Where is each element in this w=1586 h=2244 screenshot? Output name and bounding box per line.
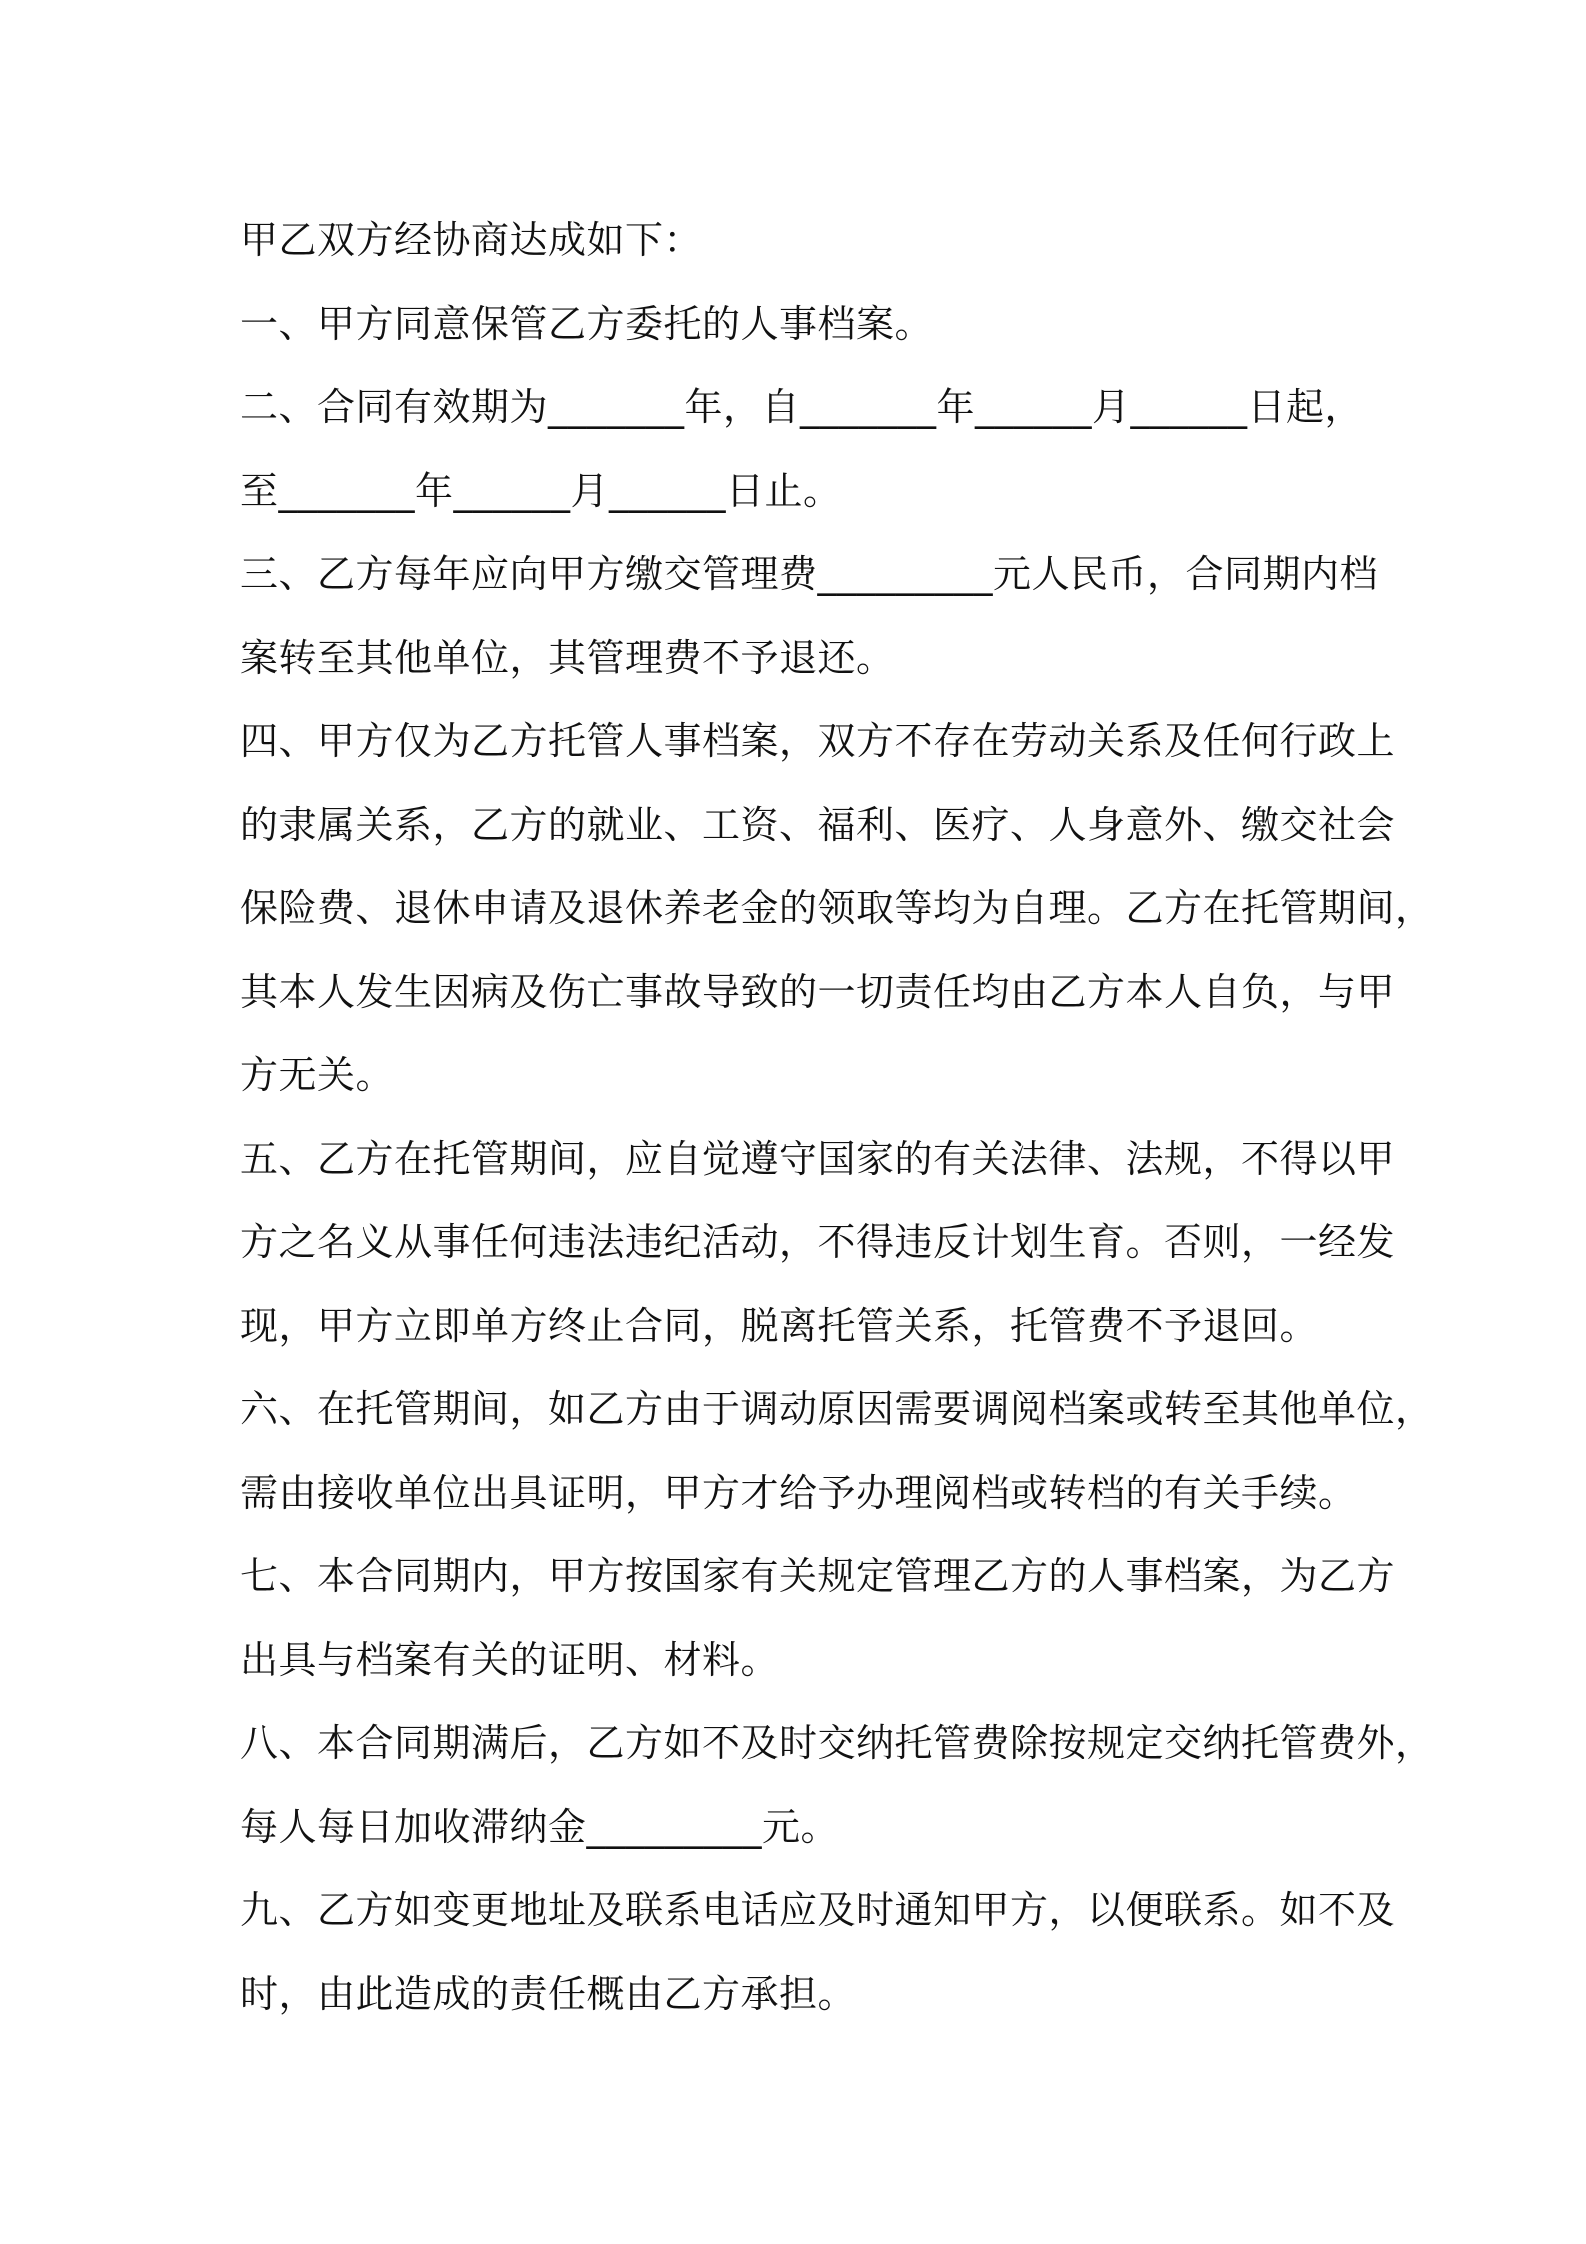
text-line: 四、甲方仅为乙方托管人事档案，双方不存在劳动关系及任何行政上 (240, 719, 1396, 763)
text-line: 需由接收单位出具证明，甲方才给予办理阅档或转档的有关手续。 (240, 1470, 1357, 1515)
text-line: 方无关。 (240, 1053, 395, 1097)
text-line: 甲乙双方经协商达成如下： (240, 218, 703, 262)
text-line: 八、本合同期满后，乙方如不及时交纳托管费除按规定交纳托管费外， (240, 1721, 1434, 1765)
text-line: 至_______年______月______日止。 (240, 468, 842, 513)
text-line: 六、在托管期间，如乙方由于调动原因需要调阅档案或转至其他单位， (240, 1387, 1434, 1431)
text-line: 一、甲方同意保管乙方委托的人事档案。 (240, 301, 934, 346)
text-line: 二、合同有效期为_______年，自_______年______月______日起， (240, 385, 1364, 429)
text-line: 出具与档案有关的证明、材料。 (240, 1637, 780, 1682)
text-line: 的隶属关系，乙方的就业、工资、福利、医疗、人身意外、缴交社会 (240, 802, 1396, 847)
text-line: 每人每日加收滞纳金_________元。 (240, 1804, 840, 1849)
text-line: 九、乙方如变更地址及联系电话应及时通知甲方，以便联系。如不及 (240, 1888, 1396, 1932)
text-line: 现，甲方立即单方终止合同，脱离托管关系，托管费不予退回。 (240, 1303, 1319, 1348)
text-line: 案转至其他单位，其管理费不予退还。 (240, 635, 895, 680)
text-line: 三、乙方每年应向甲方缴交管理费_________元人民币，合同期内档 (240, 552, 1379, 596)
text-line: 保险费、退休申请及退休养老金的领取等均为自理。乙方在托管期间， (240, 886, 1434, 930)
text-line: 方之名义从事任何违法违纪活动，不得违反计划生育。否则，一经发 (240, 1220, 1396, 1264)
text-line: 七、本合同期内，甲方按国家有关规定管理乙方的人事档案，为乙方 (240, 1554, 1396, 1598)
text-line: 其本人发生因病及伤亡事故导致的一切责任均由乙方本人自负，与甲 (240, 969, 1396, 1014)
text-line: 五、乙方在托管期间，应自觉遵守国家的有关法律、法规，不得以甲 (240, 1136, 1396, 1181)
text-line: 时，由此造成的责任概由乙方承担。 (240, 1971, 857, 2016)
contract-body (240, 199, 1434, 2036)
